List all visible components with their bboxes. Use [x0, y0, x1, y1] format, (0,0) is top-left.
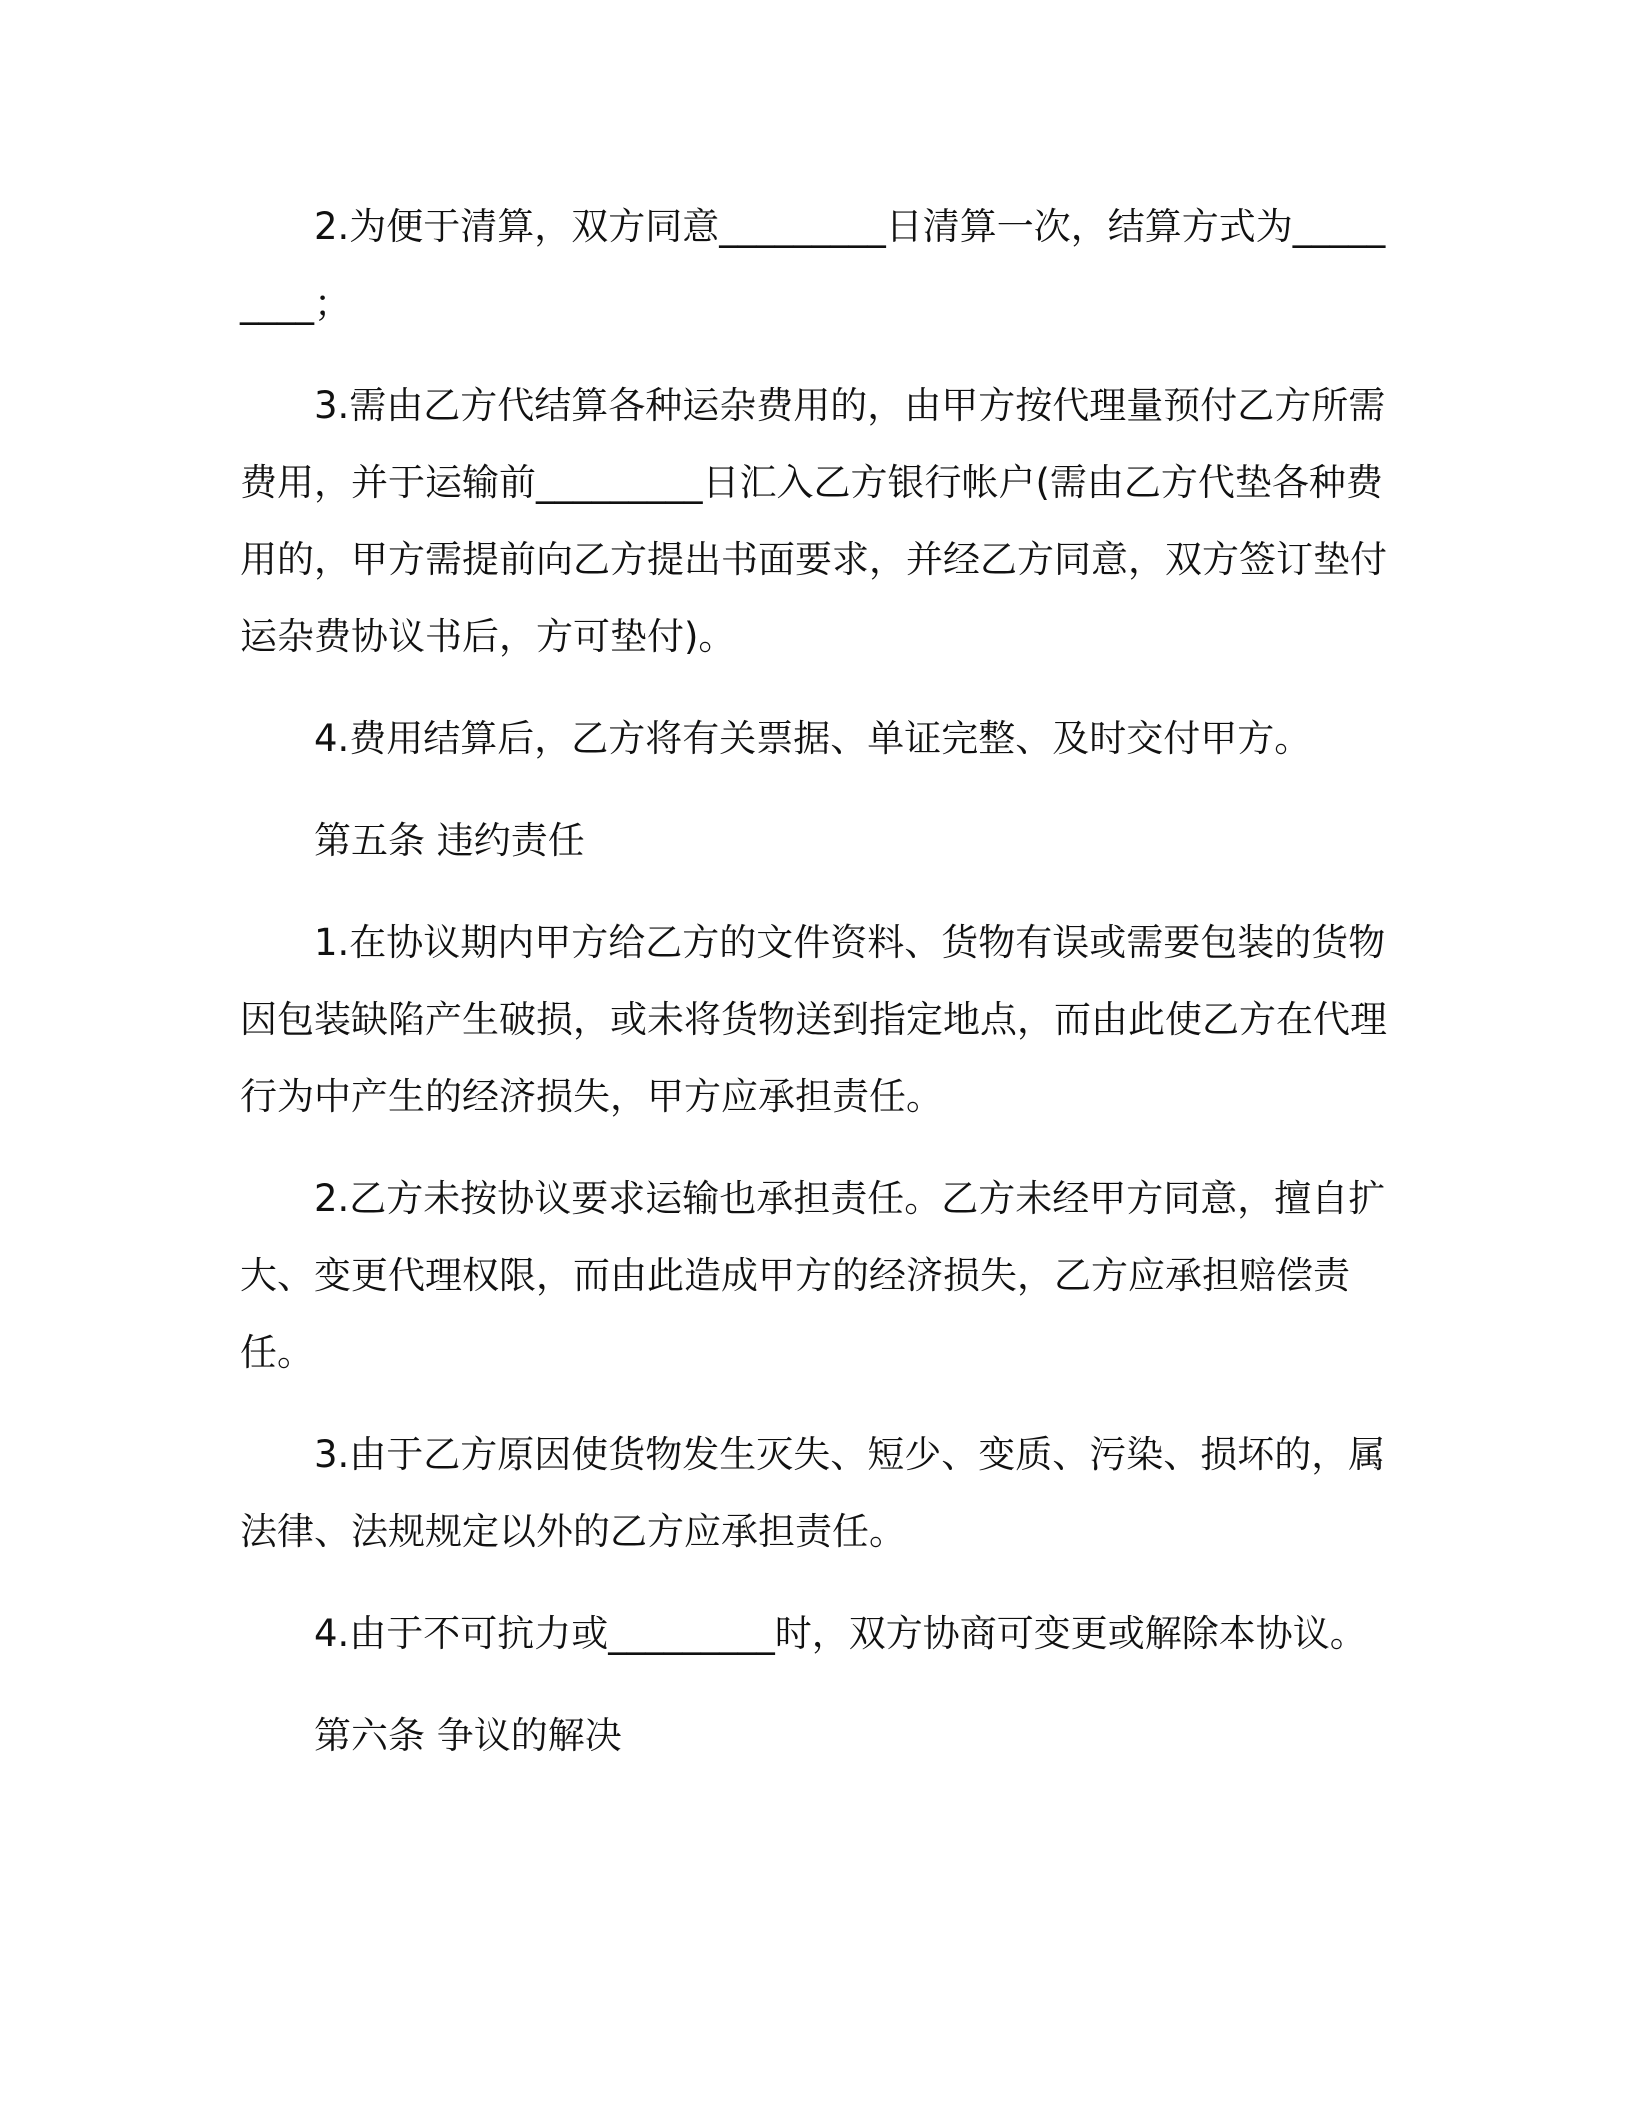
document-body [240, 188, 1396, 1799]
paragraph-advance-payment: 3.需由乙方代结算各种运杂费用的，由甲方按代理量预付乙方所需费用，并于运输前_________日汇入乙方银行帐户(需由乙方代垫各种费用的，甲方需提前向乙方提出书面要求，并经乙方同意，双方签订垫付运杂费协议书后，方可垫付)。 [240, 384, 1387, 658]
paragraph-settlement-frequency: 2.为便于清算，双方同意_________日清算一次，结算方式为_________； [240, 205, 1386, 325]
article-5-heading: 第五条 违约责任 [314, 819, 585, 862]
article-6-heading: 第六条 争议的解决 [314, 1714, 622, 1757]
paragraph-goods-loss: 3.由于乙方原因使货物发生灭失、短少、变质、污染、损坏的，属法律、法规规定以外的乙方应承担责任。 [240, 1433, 1386, 1553]
paragraph-receipts-delivery: 4.费用结算后，乙方将有关票据、单证完整、及时交付甲方。 [314, 717, 1312, 760]
paragraph-party-b-liability: 2.乙方未按协议要求运输也承担责任。乙方未经甲方同意，擅自扩大、变更代理权限，而由此造成甲方的经济损失，乙方应承担赔偿责任。 [240, 1177, 1386, 1374]
paragraph-force-majeure: 4.由于不可抗力或_________时，双方协商可变更或解除本协议。 [314, 1612, 1367, 1655]
paragraph-party-a-liability: 1.在协议期内甲方给乙方的文件资料、货物有误或需要包装的货物因包装缺陷产生破损，或未将货物送到指定地点，而由此使乙方在代理行为中产生的经济损失，甲方应承担责任。 [240, 921, 1387, 1118]
